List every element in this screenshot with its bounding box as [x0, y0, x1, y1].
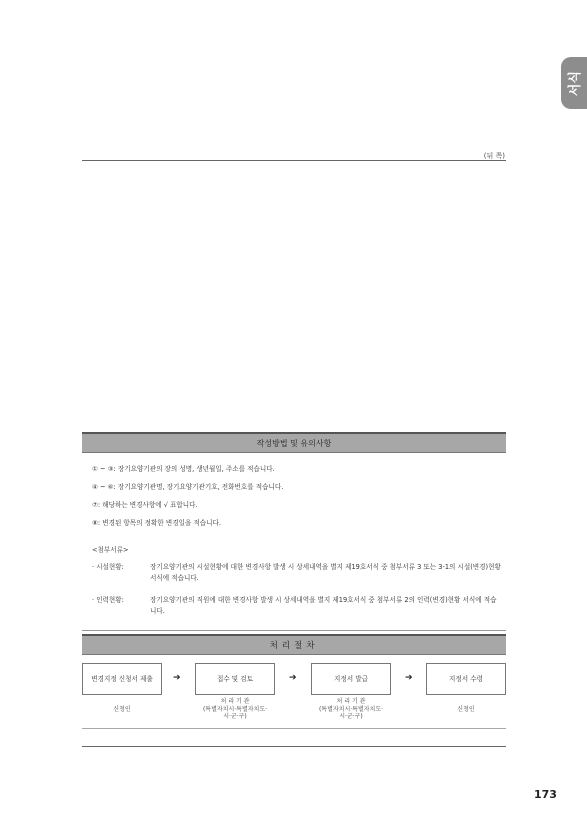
attachments-heading: <첨부서류>	[92, 546, 129, 554]
section-side-tab	[561, 57, 587, 109]
side-tab-label: 서식	[568, 70, 584, 96]
instruction-line: ④ ~ ⑥: 장기요양기관명, 장기요양기관기호, 전화번호를 적습니다.	[92, 483, 284, 491]
instruction-line: ⑧: 변경된 항목의 정확한 변경일을 적습니다.	[92, 519, 221, 527]
attachment-text: 장기요양기관의 직원에 대한 변경사항 발생 시 상세내역을 별지 제19호서식 중 첨부서류 2의 인력(변경)현황 서식에 적습니다.	[150, 596, 497, 615]
flow-arrow-icon: ➔	[173, 673, 181, 683]
attachment-label: · 인력현황:	[92, 596, 124, 604]
step-submit-box: 변경지정 신청서 제출	[82, 663, 162, 695]
step-actor: 신청인	[457, 706, 475, 713]
instruction-line: ⑦: 해당하는 변경사항에 √ 표합니다.	[92, 501, 198, 509]
bottom-divider	[82, 746, 506, 747]
instructions-header: 작성방법 및 유의사항	[82, 432, 506, 453]
step-receive-box: 지정서 수령	[426, 663, 506, 695]
top-divider	[82, 160, 506, 161]
step-actor: 처 리 기 관 (특별자치시·특별자치도· 시·군·구)	[202, 698, 268, 720]
procedure-section	[82, 634, 506, 655]
procedure-header: 처리절차	[82, 634, 506, 655]
step-actor: 신청인	[113, 706, 131, 713]
flow-arrow-icon: ➔	[405, 673, 413, 683]
page-number: 173	[534, 788, 557, 801]
step-actor: 처 리 기 관 (특별자치시·특별자치도· 시·군·구)	[318, 698, 384, 720]
attachment-label: · 시설현황:	[92, 563, 124, 571]
step-review-box: 접수 및 검토	[195, 663, 275, 695]
instruction-line: ① ~ ③: 장기요양기관의 장의 성명, 생년월일, 주소를 적습니다.	[92, 465, 275, 473]
back-side-label: (뒤 쪽)	[483, 152, 505, 160]
procedure-divider	[82, 728, 506, 729]
attachment-item	[92, 595, 502, 617]
attachment-text: 장기요양기관의 시설현황에 대한 변경사항 발생 시 상세내역을 별지 제19호서식 중 첨부서류 3 또는 3-1의 시설(변경)현황 서식에 적습니다.	[150, 563, 501, 582]
instructions-section	[82, 432, 506, 453]
attachment-item	[92, 562, 502, 584]
step-issue-box: 지정서 발급	[311, 663, 391, 695]
section-divider	[82, 630, 506, 631]
flow-arrow-icon: ➔	[289, 673, 297, 683]
